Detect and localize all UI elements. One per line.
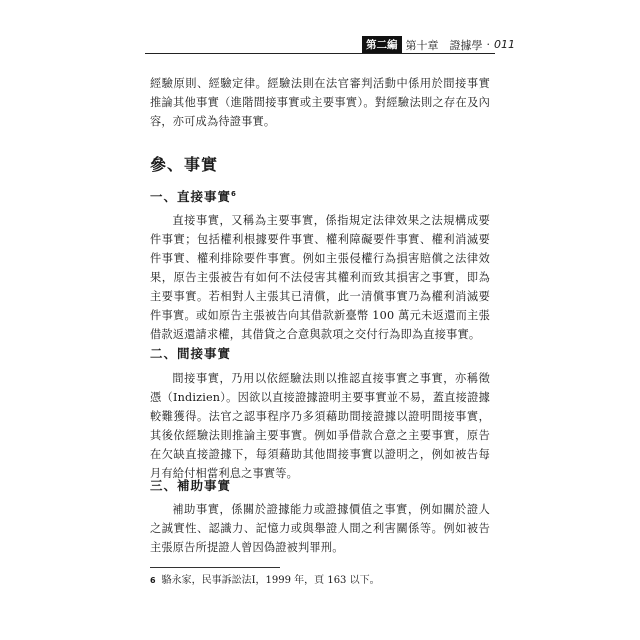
paragraph-text: 間接事實，乃用以依經驗法則以推認直接事實之事實，亦稱徵憑（Indizien）。因欲以直接證據證明主要事實並不易，蓋直接證據較難獲得。法官之認事程序乃多須藉助間接證據以證明間接事實，其後依經驗法則推論主要事實。例如爭借款合意之主要事實，原告在欠缺直接證據下，每須藉助其他間接事實以證明之，例如被告每月有給付相當利息之事實等。 [150, 372, 490, 480]
subheading-direct-facts [150, 187, 237, 205]
footnote-rule [150, 567, 280, 568]
intro-paragraph [150, 74, 490, 131]
part-badge: 第二編 [362, 36, 402, 53]
subheading-label: 一、直接事實 [150, 189, 232, 204]
subheading-label: 二、間接事實 [150, 346, 232, 361]
chapter-title: 第十章 證據學 [405, 38, 483, 52]
paragraph-direct-facts [150, 211, 490, 344]
paragraph-indirect-facts [150, 369, 490, 483]
page-number: 011 [494, 38, 515, 51]
footnote-ref[interactable]: 6 [231, 189, 237, 198]
footnote-mark: 6 [150, 576, 156, 585]
paragraph-text: 補助事實，係關於證據能力或證據價值之事實，例如關於證人之誠實性、認識力、記憶力或與舉證人間之利害關係等。例如被告主張原告所提證人曾因偽證被判罪刑。 [150, 503, 490, 554]
intro-text: 經驗原則、經驗定律。經驗法則在法官審判活動中係用於間接事實推論其他事實（進階間接事實或主要事實）。對經驗法則之存在及內容，亦可成為待證事實。 [150, 77, 490, 128]
subheading-indirect-facts [150, 344, 231, 362]
footnote [150, 574, 490, 588]
header-separator: · [486, 38, 490, 51]
paragraph-text: 直接事實，又稱為主要事實，係指規定法律效果之法規構成要件事實；包括權利根據要件事實、權利障礙要件事實、權利消滅要件事實、權利排除要件事實。例如主張侵權行為損害賠償之法律效果，原告主張被告有如何不法侵害其權利而致其損害之事實，即為主要事實。若相對人主張其已清償，此一清償事實乃為權利消滅要件事實。或如原告主張被告向其借款新臺幣 100 萬元未返還而主張借款返還請求權，其借貸之合意與款項之交付行為即為直接事實。 [150, 214, 490, 341]
subheading-auxiliary-facts [150, 476, 231, 494]
footnote-text: 駱永家，民事訴訟法Ⅰ，1999 年，頁 163 以下。 [161, 575, 380, 586]
header-rule [145, 53, 495, 54]
paragraph-auxiliary-facts [150, 500, 490, 557]
running-header [362, 36, 515, 53]
section-title: 參、事實 [150, 155, 219, 174]
subheading-label: 三、補助事實 [150, 478, 232, 493]
